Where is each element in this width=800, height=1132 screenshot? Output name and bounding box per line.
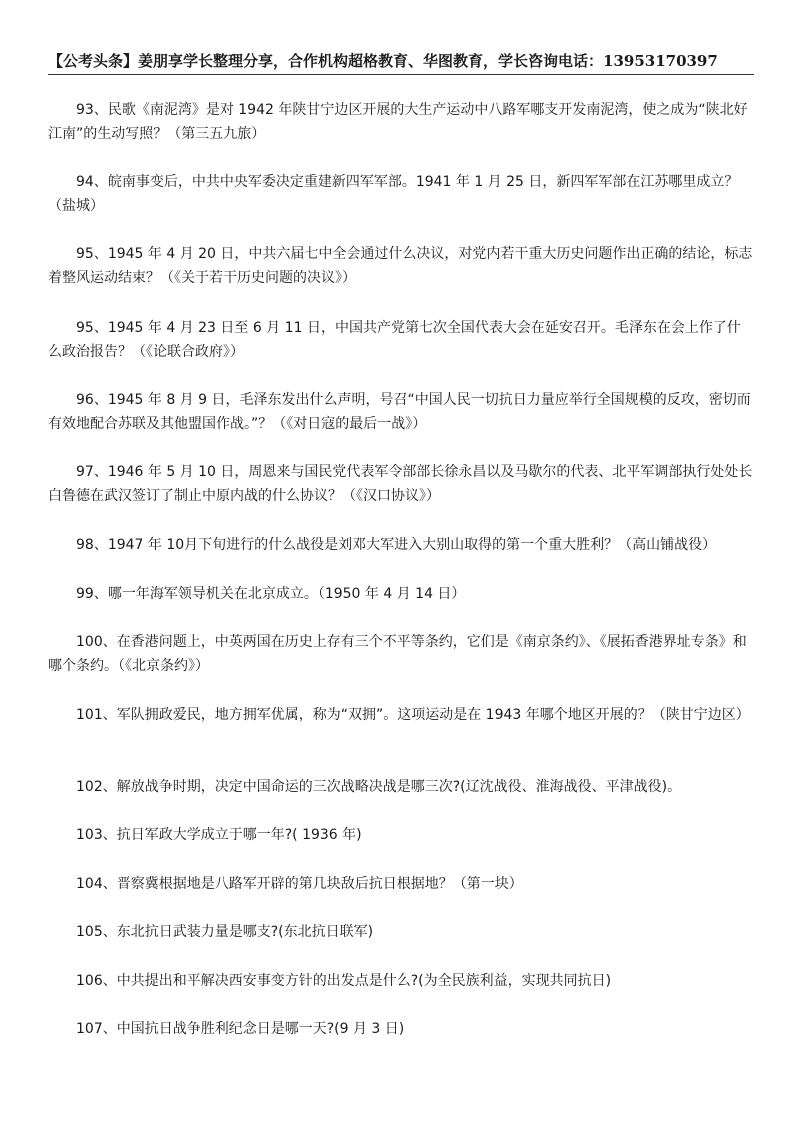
question: 104、晋察冀根据地是八路军开辟的第几块敌后抗日根据地？ xyxy=(48,876,453,892)
answer: （《关于若干历史问题的决议》） xyxy=(160,270,356,286)
answer: (辽沈战役、淮海战役、平津战役)。 xyxy=(460,779,682,795)
question: 107、中国抗日战争胜利纪念日是哪一天? xyxy=(48,1021,335,1037)
question: 94、皖南事变后，中共中央军委决定重建新四军军部。1941 年 1 月 25 日，新四军军部在江苏哪里成立？ xyxy=(48,174,739,190)
question: 103、抗日军政大学成立于哪一年? xyxy=(48,827,293,843)
question: 98、1947 年 10月下旬进行的什么战役是刘邓大军进入大别山取得的第一个重大胜利？ xyxy=(48,537,619,553)
header-text: 【公考头条】姜朋享学长整理分享，合作机构超格教育、华图教育，学长咨询电话：13953170397 xyxy=(48,52,718,70)
qa-item-102 xyxy=(48,775,754,799)
question: 102、解放战争时期，决定中国命运的三次战略决战是哪三次? xyxy=(48,779,461,795)
question: 100、在香港问题上，中英两国在历史上存有三个不平等条约，它们是《南京条约》、《展拓香港界址专条》和哪个条约。 xyxy=(48,634,747,674)
qa-item-105 xyxy=(48,920,754,944)
question: 101、军队拥政爱民，地方拥军优属，称为“双拥”。这项运动是在 1943 年哪个地区开展的？ xyxy=(48,707,652,723)
qa-item-104 xyxy=(48,872,754,896)
answer: （高山铺战役） xyxy=(618,537,717,553)
answer: (为全民族利益，实现共同抗日) xyxy=(418,973,612,989)
answer: （第三五九旅） xyxy=(167,126,266,142)
answer: （《对日寇的最后一战》） xyxy=(272,416,427,432)
qa-item-95a xyxy=(48,242,754,290)
question: 96、1945 年 8 月 9 日，毛泽东发出什么声明，号召“中国人民一切抗日力量应举行全国规模的反攻，密切而有效地配合苏联及其他盟国作战。”？ xyxy=(48,392,751,432)
qa-item-96 xyxy=(48,388,754,436)
qa-item-93 xyxy=(48,98,754,146)
qa-item-97 xyxy=(48,460,754,508)
qa-item-106 xyxy=(48,969,754,993)
qa-item-101 xyxy=(48,703,754,727)
qa-item-107 xyxy=(48,1017,754,1041)
page-header xyxy=(48,44,754,75)
question: 105、东北抗日武装力量是哪支? xyxy=(48,924,279,940)
answer: （《汉口协议》） xyxy=(342,488,440,504)
answer: (9 月 3 日) xyxy=(334,1021,405,1037)
question: 106、中共提出和平解决西安事变方针的出发点是什么? xyxy=(48,973,419,989)
answer: ( 1936 年) xyxy=(292,827,362,843)
answer: （盐城） xyxy=(48,198,104,214)
answer: （《论联合政府》） xyxy=(132,344,244,360)
question: 97、1946 年 5 月 10 日，周恩来与国民党代表军令部部长徐永昌以及马歇尔的代表、北平军调部执行处处长白鲁德在武汉签订了制止中原内战的什么协议？ xyxy=(48,464,753,504)
qa-item-94 xyxy=(48,170,754,218)
answer: (东北抗日联军) xyxy=(278,924,374,940)
question: 99、哪一年海军领导机关在北京成立。 xyxy=(48,586,318,602)
qa-item-95b xyxy=(48,316,754,364)
question: 95、1945 年 4 月 23 日至 6 月 11 日，中国共产党第七次全国代表大会在延安召开。毛泽东在会上作了什么政治报告？ xyxy=(48,320,741,360)
qa-item-99 xyxy=(48,582,754,606)
answer: （陕甘宁边区） xyxy=(651,707,750,723)
qa-item-103 xyxy=(48,823,754,847)
answer: （《北京条约》） xyxy=(118,658,209,674)
answer: （第一块） xyxy=(452,876,523,892)
answer: （1950 年 4 月 14 日） xyxy=(317,586,466,602)
question: 93、民歌《南泥湾》是对 1942 年陕甘宁边区开展的大生产运动中八路军哪支开发南泥湾，使之成为“陕北好江南”的生动写照？ xyxy=(48,102,748,142)
qa-item-98 xyxy=(48,533,754,557)
qa-item-100 xyxy=(48,630,754,678)
question: 95、1945 年 4 月 20 日，中共六届七中全会通过什么决议，对党内若干重大历史问题作出正确的结论，标志着整风运动结束？ xyxy=(48,246,753,286)
